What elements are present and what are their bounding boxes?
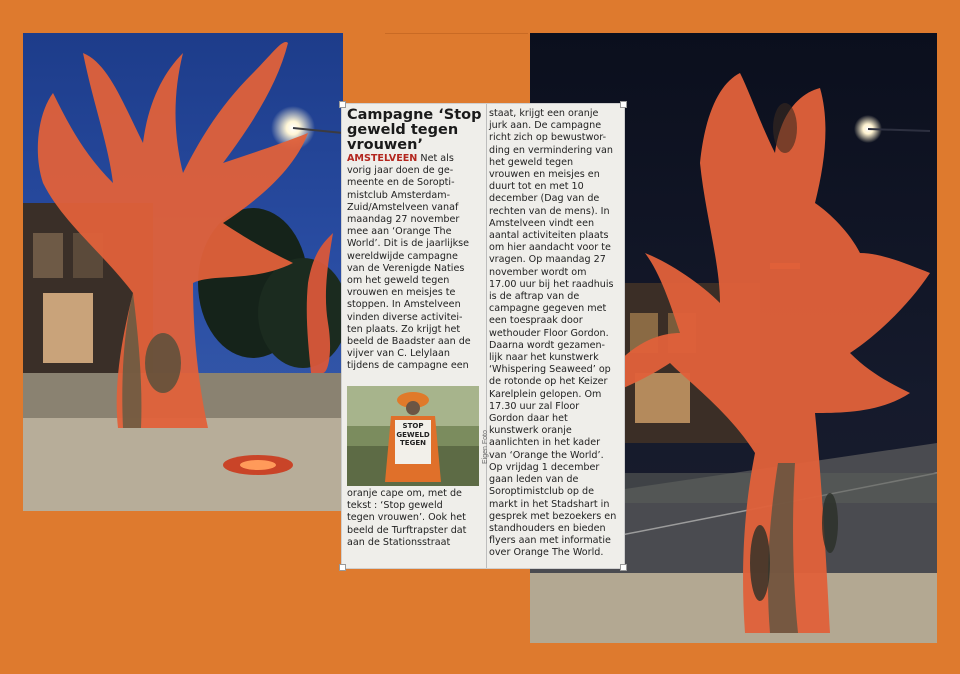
resize-handle-top-left[interactable]: [339, 101, 346, 108]
photo-credit: Eigen Foto: [482, 430, 489, 464]
column-divider: [486, 104, 487, 568]
article-headline: Campagne ‘Stop geweld tegen vrouwen’: [347, 107, 482, 153]
inset-sign-text: STOP GEWELD TEGEN: [396, 422, 430, 447]
background-panel: [385, 33, 528, 106]
article-column-left: [347, 108, 485, 373]
article-body-right: staat, krijgt een oranje jurk aan. De campagne richt zich op bewustwor- ding en vermindering van het geweld tegen vrouwen en meisjes en duurt tot en met 10 december (Dag van de rechten van de mens). In Amstelveen vindt een aantal activiteiten plaats om hier aandacht voor te vragen. Op maandag 27 november wordt om 17.00 uur bij het raadhuis is de aftrap van de campagne gegeven met een toespraak door wethouder Floor Gordon. Daarna wordt gezamen- lijk naar het kunstwerk ‘Whispering Seaweed’ op de rotonde op het Keizer Karelplein gelopen. Om 17.30 uur zal Floor Gordon daar het kunstwerk oranje aanlichten in het kader van ‘Orange the World’. Op vrijdag 1 december gaan leden van de Soroptimistclub op de markt in het Stadshart in gesprek met bezoekers en standhouders en bieden flyers aan met informatie over Orange The World.: [489, 108, 617, 559]
inset-photo: [347, 386, 479, 486]
article-body-left-lower-text: oranje cape om, met de tekst : ‘Stop geweld tegen vrouwen’. Ook het beeld de Turftrapster dat aan de Stationsstraat: [347, 488, 467, 548]
dateline: AMSTELVEEN: [347, 153, 418, 164]
article-body-left: Net als vorig jaar doen de ge- meente en de Soropti- mistclub Amsterdam- Zuid/Amstelveen vanaf maandag 27 november mee aan ‘Orange The World’. Dit is de jaarlijkse wereldwijde campagne van de Verenigde Naties om het geweld tegen vrouwen en meisjes te stoppen. In Amstelveen vinden diverse activitei- ten plaats. Zo krijgt het beeld de Baadster aan de vijver van C. Lelylaan tijdens de campagne een: [347, 153, 471, 372]
sculpture-photo-left: [23, 33, 343, 511]
article-column-right: [489, 108, 619, 560]
resize-handle-bottom-left[interactable]: [339, 564, 346, 571]
article-body-left-lower: [347, 488, 485, 549]
resize-handle-top-right[interactable]: [620, 101, 627, 108]
resize-handle-bottom-right[interactable]: [620, 564, 627, 571]
newspaper-clipping: [342, 104, 624, 568]
